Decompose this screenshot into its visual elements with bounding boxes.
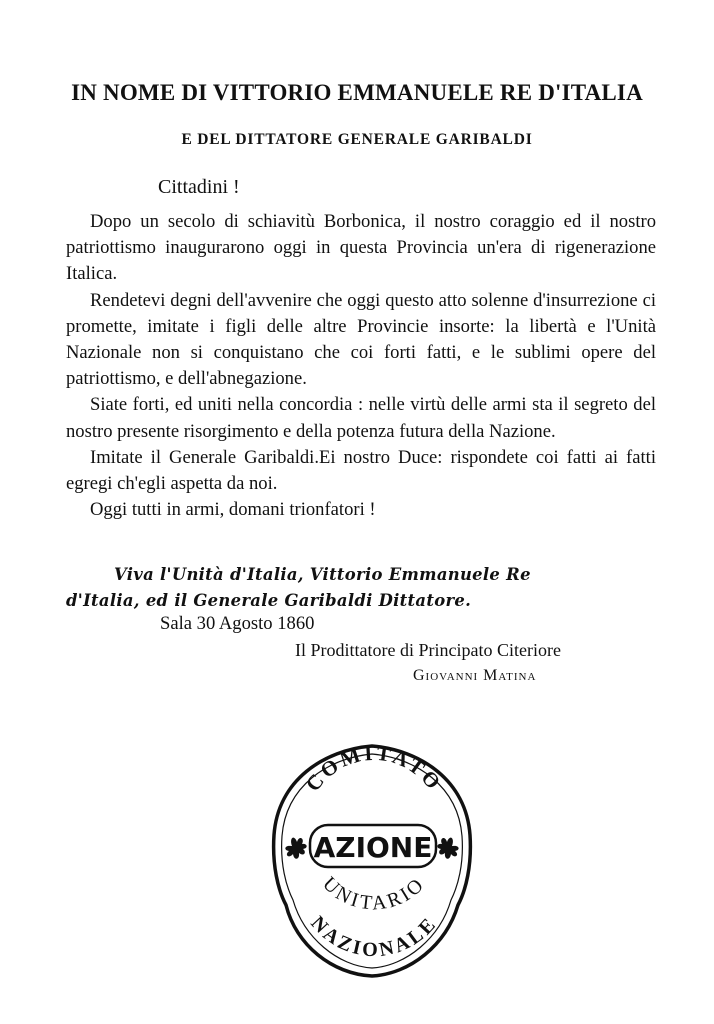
stamp-bottom-text: NAZIONALE xyxy=(306,912,442,962)
page-subtitle: E DEL DITTATORE GENERALE GARIBALDI xyxy=(181,131,533,148)
page-title: IN NOME DI VITTORIO EMMANUELE RE D'ITALIA xyxy=(71,80,643,105)
stamp-middle-text: UNITARIO xyxy=(318,872,430,915)
viva-line-1: Viva l'Unità d'Italia, Vittorio Emmanuele Re xyxy=(114,565,531,584)
viva-acclamation xyxy=(66,562,686,614)
paragraph-2: Rendetevi degni dell'avvenire che oggi questo atto solenne d'insurrezione ci promette, imitate i figli delle altre Provincie insorte: la libertà e l'Unità Nazionale non si conquistano che coi forti fatti, e le sublimi opere del patriottismo, e dell'abnegazione. xyxy=(66,289,656,390)
place-date: Sala 30 Agosto 1860 xyxy=(160,613,315,634)
comitato-stamp xyxy=(270,740,475,980)
paragraph-1: Dopo un secolo di schiavitù Borbonica, il nostro coraggio ed il nostro patriottismo inaugurarono oggi in questa Provincia un'era di rigenerazione Italica. xyxy=(66,211,656,285)
greeting: Cittadini ! xyxy=(158,176,240,198)
proclamation-body xyxy=(66,209,656,523)
paragraph-5: Oggi tutti in armi, domani trionfatori ! xyxy=(90,499,376,521)
stamp-top-text: COMITATO xyxy=(300,740,448,796)
stamp-center-text: AZIONE xyxy=(313,831,433,864)
signer-title: Il Prodittatore di Principato Citeriore xyxy=(295,640,561,660)
signer-name: Giovanni Matina xyxy=(413,667,537,684)
paragraph-3: Siate forti, ed uniti nella concordia : nelle virtù delle armi sta il segreto del nostro presente risorgimento e della potenza futura della Nazione. xyxy=(66,394,656,442)
paragraph-4: Imitate il Generale Garibaldi.Ei nostro Duce: rispondete coi fatti ai fatti egregi ch'egli aspetta da noi. xyxy=(66,446,656,495)
viva-line-2: d'Italia, ed il Generale Garibaldi Dittatore. xyxy=(66,591,472,610)
